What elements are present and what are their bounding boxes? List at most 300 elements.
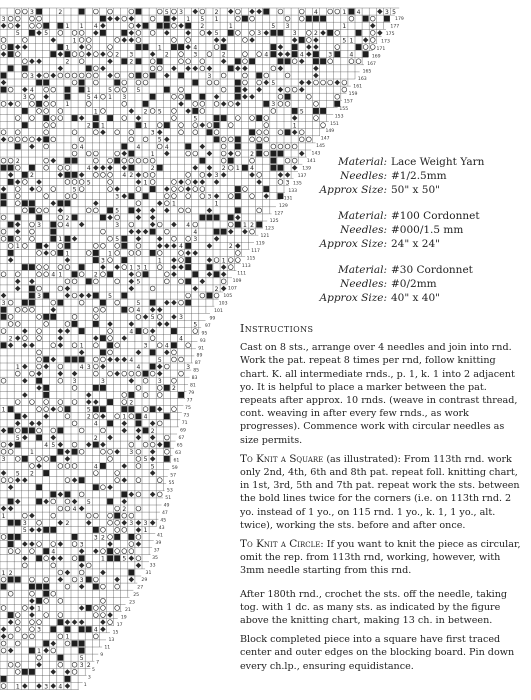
chart-cell-decrease xyxy=(29,144,35,150)
chart-cell-number: 4 xyxy=(30,86,34,94)
chart-cell-number: 3 xyxy=(101,378,105,386)
chart-cell-yo xyxy=(1,606,6,611)
chart-cell-number: 3 xyxy=(115,193,120,201)
chart-cell-number: 3 xyxy=(37,626,41,634)
chart-cell-decrease xyxy=(1,80,7,86)
chart-cell-yo xyxy=(86,101,91,106)
chart-cell-filled xyxy=(100,385,106,391)
chart-cell-yo xyxy=(122,400,127,405)
chart-cell-filled xyxy=(235,80,241,86)
chart-cell-filled xyxy=(22,200,28,206)
chart-cell-filled xyxy=(114,513,120,519)
chart-cell-decrease xyxy=(8,485,13,491)
chart-cell-decrease xyxy=(36,73,42,79)
chart-cell-yo xyxy=(186,38,191,43)
chart-cell-decrease xyxy=(15,421,21,427)
chart-cell-decrease xyxy=(129,108,135,114)
chart-cell-number: 3 xyxy=(72,378,77,386)
chart-row-number: 79 xyxy=(188,391,195,397)
chart-cell-yo xyxy=(65,180,70,185)
chart-cell-yo xyxy=(179,52,184,57)
chart-cell-decrease xyxy=(335,80,341,86)
chart-cell-decrease xyxy=(22,87,28,93)
chart-cell-yo xyxy=(8,87,13,92)
chart-cell-yo xyxy=(214,293,219,298)
chart-cell-filled xyxy=(256,144,262,150)
chart-row-number: 97 xyxy=(204,323,211,329)
chart-cell-decrease xyxy=(377,30,383,35)
chart-cell-yo xyxy=(136,492,141,497)
chart-cell-yo xyxy=(108,52,113,57)
spec-material: Material: #100 Cordonnet xyxy=(338,210,480,222)
chart-cell-yo xyxy=(86,208,91,213)
chart-cell-yo xyxy=(58,378,63,383)
chart-cell-yo xyxy=(129,442,134,447)
chart-cell-number: 2 xyxy=(150,427,155,435)
chart-cell-number: 1 xyxy=(1,512,6,520)
chart-cell-filled xyxy=(128,193,134,199)
chart-cell-filled xyxy=(65,94,71,100)
chart-cell-filled xyxy=(256,222,262,228)
chart-cell-yo xyxy=(314,80,319,85)
chart-cell-filled xyxy=(29,584,35,590)
chart-cell-decrease xyxy=(58,51,64,57)
chart-cell-yo xyxy=(150,336,155,341)
chart-cell-filled xyxy=(128,570,134,576)
chart-cell-decrease xyxy=(65,669,71,675)
chart-cell-decrease xyxy=(136,172,142,178)
chart-cell-decrease xyxy=(150,492,156,498)
chart-cell-number: 4 xyxy=(136,307,141,315)
chart-cell-yo xyxy=(51,563,56,568)
chart-cell-decrease xyxy=(86,51,92,57)
chart-cell-number: 1 xyxy=(65,633,70,641)
chart-cell-filled xyxy=(43,23,49,29)
chart-cell-yo xyxy=(235,16,240,21)
chart-cell-filled xyxy=(107,271,113,277)
chart-cell-number: 2 xyxy=(250,150,254,158)
chart-cell-yo xyxy=(65,641,70,646)
chart-cell-decrease xyxy=(150,328,156,334)
chart-cell-yo xyxy=(285,144,290,149)
chart-cell-number: 4 xyxy=(51,548,56,556)
chart-cell-filled xyxy=(150,406,156,412)
chart-cell-filled xyxy=(29,669,35,675)
chart-cell-yo xyxy=(150,16,155,21)
chart-cell-decrease xyxy=(29,343,35,349)
chart-cell-yo xyxy=(250,229,255,234)
chart-cell-yo xyxy=(93,307,98,312)
chart-row-number: 19 xyxy=(120,615,127,621)
chart-cell-yo xyxy=(72,421,77,426)
chart-cell-yo xyxy=(172,94,177,99)
chart-cell-decrease xyxy=(114,357,120,363)
chart-cell-yo xyxy=(1,442,6,447)
chart-cell-decrease xyxy=(51,307,57,313)
chart-cell-yo xyxy=(101,449,106,454)
chart-cell-yo xyxy=(15,400,20,405)
chart-cell-number: 3 xyxy=(1,456,6,464)
chart-cell-number: 1 xyxy=(15,243,20,251)
chart-cell-yo xyxy=(79,449,84,454)
chart-cell-yo xyxy=(79,30,84,35)
chart-cell-yo xyxy=(58,222,63,227)
chart-cell-decrease xyxy=(29,598,35,604)
chart-cell-yo xyxy=(129,222,134,227)
chart-cell-yo xyxy=(72,130,77,135)
chart-cell-yo xyxy=(115,243,120,248)
spec-material: Material: #30 Cordonnet xyxy=(338,264,473,276)
chart-cell-yo xyxy=(186,59,191,64)
chart-cell-number: 5 xyxy=(86,94,91,102)
chart-cell-decrease xyxy=(114,186,120,192)
chart-cell-yo xyxy=(115,471,120,476)
chart-cell-decrease xyxy=(93,201,99,207)
chart-cell-decrease xyxy=(22,414,28,420)
chart-cell-decrease xyxy=(285,51,291,57)
chart-cell-number: 2 xyxy=(93,434,98,442)
chart-cell-yo xyxy=(122,116,127,121)
chart-cell-decrease xyxy=(150,470,156,476)
chart-cell-decrease xyxy=(164,243,170,249)
chart-cell-decrease xyxy=(264,193,270,199)
chart-cell-number: 1 xyxy=(15,683,20,691)
chart-cell-yo xyxy=(129,307,134,312)
chart-cell-yo xyxy=(299,137,304,142)
chart-cell-decrease xyxy=(129,279,135,285)
chart-row-number: 15 xyxy=(112,630,119,636)
chart-cell-yo xyxy=(15,187,20,192)
chart-cell-number: 1 xyxy=(72,37,77,45)
chart-cell-decrease xyxy=(22,392,28,398)
chart-cell-yo xyxy=(221,144,226,149)
chart-cell-filled xyxy=(36,80,42,86)
chart-cell-yo xyxy=(44,613,49,618)
chart-cell-yo xyxy=(115,549,120,554)
chart-cell-decrease xyxy=(79,172,85,178)
chart-cell-filled xyxy=(292,51,298,57)
chart-cell-yo xyxy=(65,584,70,589)
chart-cell-yo xyxy=(58,215,63,220)
chart-cell-number: 4 xyxy=(93,420,98,428)
chart-cell-number: 1 xyxy=(58,236,63,244)
chart-cell-yo xyxy=(164,279,169,284)
chart-cell-decrease xyxy=(107,541,113,547)
chart-cell-yo xyxy=(200,66,205,71)
chart-cell-yo xyxy=(86,45,91,50)
chart-cell-filled xyxy=(72,641,78,647)
chart-cell-number: 4 xyxy=(193,44,198,52)
chart-cell-number: 1 xyxy=(214,15,219,23)
chart-cell-decrease xyxy=(150,435,156,441)
chart-cell-number: 4 xyxy=(93,463,98,471)
chart-cell-yo xyxy=(150,59,155,64)
chart-cell-decrease xyxy=(107,357,113,363)
chart-cell-number: 4 xyxy=(349,51,354,59)
chart-cell-yo xyxy=(30,371,35,376)
chart-cell-yo xyxy=(257,130,262,135)
chart-cell-decrease xyxy=(136,215,142,221)
chart-cell-decrease xyxy=(164,350,170,356)
chart-cell-yo xyxy=(1,272,6,277)
chart-cell-decrease xyxy=(129,286,135,292)
chart-cell-yo xyxy=(136,556,141,561)
chart-cell-filled xyxy=(57,300,63,306)
chart-cell-yo xyxy=(37,655,42,660)
chart-cell-number: 4 xyxy=(58,683,63,691)
chart-cell-filled xyxy=(121,307,127,313)
chart-cell-filled xyxy=(299,37,305,43)
chart-cell-yo xyxy=(228,137,233,142)
chart-cell-number: 3 xyxy=(136,264,141,272)
chart-cell-decrease xyxy=(100,570,106,576)
chart-cell-decrease xyxy=(22,477,28,483)
chart-cell-yo xyxy=(8,634,13,639)
chart-cell-filled xyxy=(150,250,156,256)
chart-cell-filled xyxy=(185,257,191,263)
chart-cell-yo xyxy=(115,151,120,156)
chart-cell-yo xyxy=(157,9,162,14)
chart-row-number: 103 xyxy=(218,301,228,307)
chart-cell-filled xyxy=(221,115,227,121)
chart-cell-yo xyxy=(44,165,49,170)
chart-cell-filled xyxy=(192,80,198,86)
chart-cell-yo xyxy=(22,307,27,312)
chart-cell-yo xyxy=(172,350,177,355)
chart-cell-yo xyxy=(157,393,162,398)
chart-cell-yo xyxy=(86,73,91,78)
chart-cell-yo xyxy=(15,613,20,618)
chart-cell-yo xyxy=(235,258,240,263)
chart-cell-decrease xyxy=(299,59,305,65)
chart-cell-decrease xyxy=(122,428,128,434)
chart-cell-yo xyxy=(143,393,148,398)
chart-cell-filled xyxy=(36,484,42,490)
chart-row-number: 151 xyxy=(330,121,339,127)
chart-cell-decrease xyxy=(136,350,142,356)
chart-cell-yo xyxy=(58,265,63,270)
chart-cell-yo xyxy=(136,449,141,454)
chart-cell-filled xyxy=(50,314,56,320)
chart-cell-number: 1 xyxy=(143,122,148,130)
chart-cell-number: 2 xyxy=(8,569,13,577)
chart-cell-yo xyxy=(101,243,106,248)
chart-cell-filled xyxy=(292,44,298,50)
chart-cell-yo xyxy=(136,314,141,319)
chart-cell-yo xyxy=(164,201,169,206)
chart-cell-number: 5 xyxy=(214,30,219,38)
chart-cell-number: 4 xyxy=(72,505,77,513)
chart-cell-yo xyxy=(22,180,27,185)
chart-cell-decrease xyxy=(1,293,7,299)
chart-cell-decrease xyxy=(292,165,298,171)
chart-cell-yo xyxy=(179,208,184,213)
chart-cell-yo xyxy=(278,101,283,106)
chart-cell-yo xyxy=(292,59,297,64)
chart-cell-filled xyxy=(136,58,142,64)
chart-cell-filled xyxy=(199,94,205,100)
chart-cell-decrease xyxy=(58,442,64,448)
chart-cell-decrease xyxy=(72,619,78,625)
chart-cell-yo xyxy=(37,428,42,433)
chart-cell-number: 3 xyxy=(143,520,148,528)
chart-cell-yo xyxy=(101,109,106,114)
chart-cell-filled xyxy=(121,257,127,263)
chart-cell-filled xyxy=(285,129,291,135)
chart-cell-filled xyxy=(143,193,149,199)
chart-cell-yo xyxy=(30,137,35,142)
chart-cell-decrease xyxy=(242,229,248,235)
chart-cell-yo xyxy=(108,180,113,185)
chart-cell-filled xyxy=(178,44,184,50)
chart-cell-yo xyxy=(370,16,375,21)
chart-cell-number: 5 xyxy=(72,186,77,194)
chart-cell-filled xyxy=(43,115,49,121)
chart-cell-filled xyxy=(185,264,191,270)
chart-cell-number: 3 xyxy=(193,51,198,59)
chart-cell-decrease xyxy=(292,37,298,43)
chart-cell-yo xyxy=(193,329,198,334)
chart-row-number: 3 xyxy=(87,675,91,681)
chart-cell-filled xyxy=(79,87,85,93)
chart-cell-filled xyxy=(143,44,149,50)
chart-cell-yo xyxy=(8,662,13,667)
chart-cell-yo xyxy=(101,229,106,234)
chart-cell-yo xyxy=(72,385,77,390)
spec-size: Approx Size: 24" x 24" xyxy=(319,238,440,250)
chart-cell-number: 1 xyxy=(15,363,20,371)
chart-cell-yo xyxy=(108,329,113,334)
chart-cell-yo xyxy=(58,243,63,248)
chart-cell-yo xyxy=(15,101,20,106)
chart-cell-yo xyxy=(214,258,219,263)
chart-cell-yo xyxy=(72,144,77,149)
chart-cell-yo xyxy=(44,400,49,405)
chart-cell-decrease xyxy=(242,87,248,93)
chart-cell-yo xyxy=(221,158,226,163)
chart-cell-yo xyxy=(250,16,255,21)
chart-cell-yo xyxy=(8,16,13,21)
chart-cell-decrease xyxy=(207,30,213,35)
chart-cell-decrease xyxy=(157,364,163,370)
chart-cell-yo xyxy=(172,194,177,199)
chart-cell-decrease xyxy=(285,172,291,178)
chart-cell-yo xyxy=(72,400,77,405)
chart-cell-yo xyxy=(285,158,290,163)
chart-cell-yo xyxy=(186,236,191,241)
chart-cell-number: 4 xyxy=(186,221,191,229)
chart-cell-decrease xyxy=(242,94,248,100)
chart-cell-filled xyxy=(128,534,134,540)
chart-cell-decrease xyxy=(107,435,113,441)
chart-cell-yo xyxy=(143,73,148,78)
chart-cell-filled xyxy=(121,293,127,299)
chart-cell-yo xyxy=(228,258,233,263)
chart-cell-filled xyxy=(150,186,156,192)
chart-cell-number: 3 xyxy=(30,72,34,80)
chart-cell-filled xyxy=(8,65,14,71)
chart-cell-yo xyxy=(363,45,368,50)
chart-cell-yo xyxy=(143,80,148,85)
chart-cell-filled xyxy=(150,229,156,235)
chart-cell-decrease xyxy=(264,30,270,35)
chart-cell-decrease xyxy=(122,499,128,505)
chart-cell-number: 5 xyxy=(193,115,198,123)
chart-cell-number: 3 xyxy=(271,101,276,109)
chart-cell-filled xyxy=(249,58,255,64)
chart-cell-decrease xyxy=(79,548,85,554)
chart-cell-decrease xyxy=(214,193,220,199)
chart-cell-filled xyxy=(114,534,120,540)
chart-cell-filled xyxy=(128,207,134,213)
chart-cell-yo xyxy=(108,620,113,625)
chart-cell-filled xyxy=(1,584,7,590)
chart-cell-filled xyxy=(57,250,63,256)
chart-cell-filled xyxy=(107,342,113,348)
chart-cell-filled xyxy=(157,165,163,171)
chart-cell-filled xyxy=(22,669,28,675)
chart-cell-yo xyxy=(179,187,184,192)
chart-cell-decrease xyxy=(214,37,220,43)
chart-cell-number: 4 xyxy=(44,441,49,449)
chart-cell-yo xyxy=(179,300,184,305)
chart-cell-yo xyxy=(129,23,134,28)
chart-cell-filled xyxy=(79,357,85,363)
chart-cell-yo xyxy=(15,456,20,461)
chart-cell-yo xyxy=(228,222,233,227)
chart-cell-yo xyxy=(58,73,63,78)
chart-cell-filled xyxy=(36,499,42,505)
chart-cell-number: 5 xyxy=(342,37,347,45)
chart-row-number: 147 xyxy=(320,136,330,142)
chart-cell-yo xyxy=(37,329,42,334)
chart-cell-yo xyxy=(321,123,326,128)
chart-cell-number: 1 xyxy=(58,271,63,279)
chart-cell-yo xyxy=(58,570,63,575)
chart-cell-yo xyxy=(101,606,106,611)
chart-cell-yo xyxy=(22,59,27,64)
chart-cell-yo xyxy=(264,137,269,142)
chart-cell-yo xyxy=(179,123,184,128)
chart-cell-yo xyxy=(306,94,311,99)
chart-cell-yo xyxy=(179,258,184,263)
chart-row-number: 157 xyxy=(344,99,353,105)
chart-cell-yo xyxy=(72,542,77,547)
chart-cell-filled xyxy=(278,58,284,64)
chart-cell-decrease xyxy=(136,428,142,434)
chart-cell-yo xyxy=(143,172,148,177)
chart-cell-decrease xyxy=(36,385,42,391)
chart-cell-yo xyxy=(93,343,98,348)
chart-cell-yo xyxy=(30,400,35,405)
chart-cell-yo xyxy=(243,38,248,43)
chart-cell-yo xyxy=(207,123,212,128)
chart-cell-filled xyxy=(29,264,35,270)
chart-cell-decrease xyxy=(122,357,128,363)
chart-cell-yo xyxy=(257,137,262,142)
chart-cell-number: 1 xyxy=(214,200,219,208)
chart-cell-decrease xyxy=(79,605,85,611)
chart-cell-filled xyxy=(79,9,85,15)
chart-cell-filled xyxy=(22,264,28,270)
chart-row-number: 81 xyxy=(189,383,196,389)
chart-cell-number: 4 xyxy=(129,356,134,364)
chart-cell-filled xyxy=(278,30,284,36)
chart-cell-yo xyxy=(122,80,127,85)
chart-cell-decrease xyxy=(51,641,57,647)
chart-cell-yo xyxy=(115,215,120,220)
chart-cell-yo xyxy=(136,251,141,256)
